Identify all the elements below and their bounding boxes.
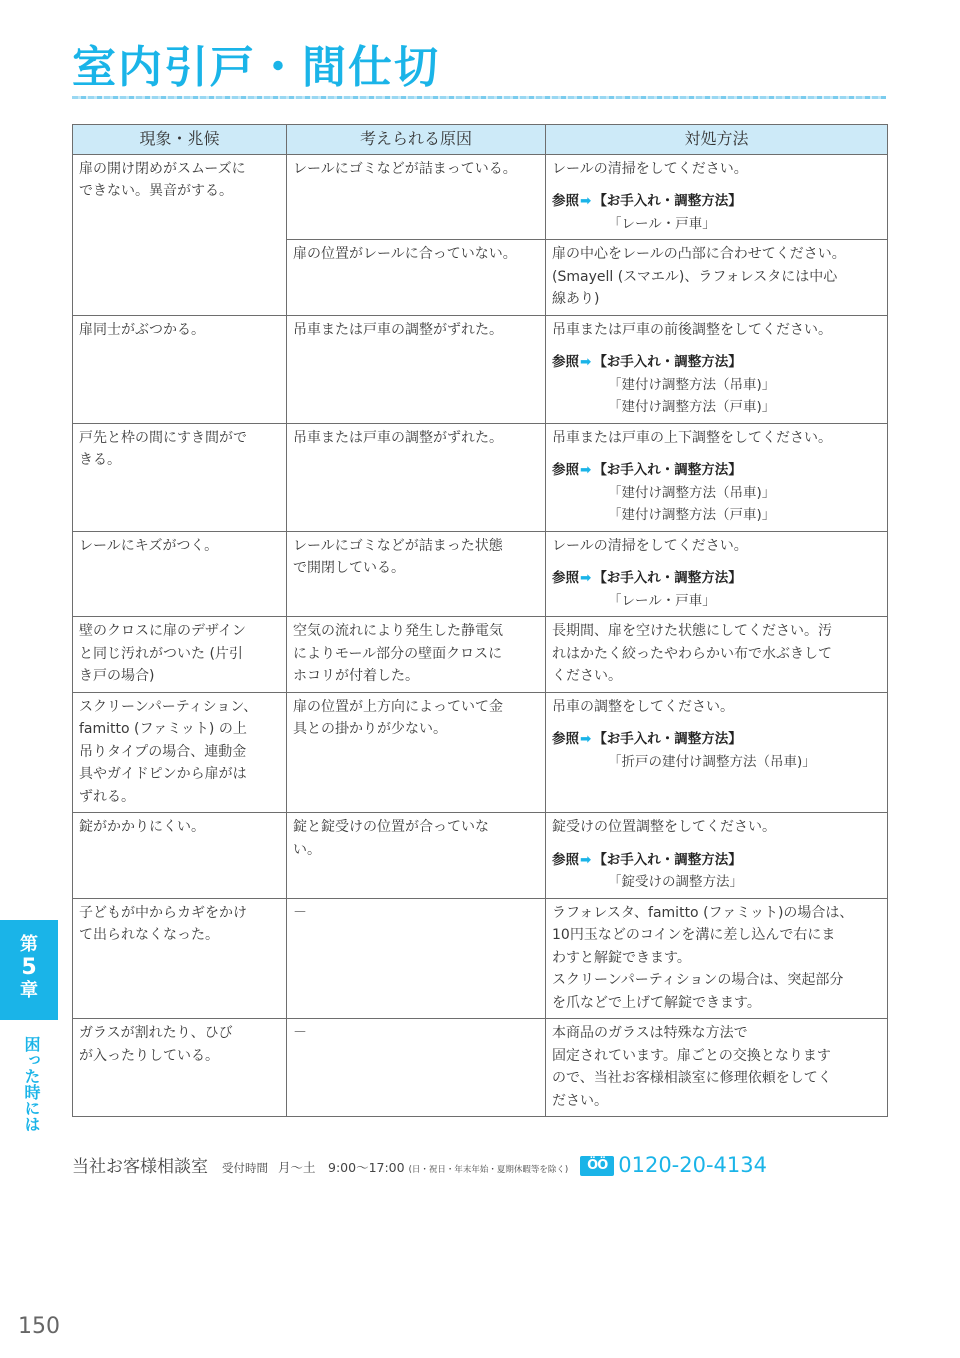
contact-org: 当社お客様相談室 xyxy=(72,1157,208,1177)
reference-item: 「建付け調整方法（吊車)」 xyxy=(608,484,776,501)
symptom-cell xyxy=(73,813,287,899)
symptom-text: き戸の場合) xyxy=(79,668,155,684)
symptom-cell xyxy=(73,315,287,423)
cause-cell xyxy=(287,531,546,617)
remedy-cell xyxy=(546,315,888,423)
symptom-text: famitto (ファミット) の上 xyxy=(79,721,247,737)
remedy-text: 吊車または戸車の上下調整をしてください。 xyxy=(552,429,832,446)
reference-heading xyxy=(552,351,881,374)
arrow-right-icon: ➡ xyxy=(580,462,592,478)
reference-heading xyxy=(552,728,881,751)
symptom-text: 具やガイドピンから扉がは xyxy=(79,766,247,782)
reference-block xyxy=(552,351,881,419)
reference-title: 【お手入れ・調整方法】 xyxy=(593,462,742,478)
symptom-text: て出られなくなった。 xyxy=(79,927,219,943)
reference-title: 【お手入れ・調整方法】 xyxy=(593,354,742,370)
hours-note: (日・祝日・年末年始・夏期休暇等を除く) xyxy=(408,1165,569,1175)
remedy-text: 吊車の調整をしてください。 xyxy=(552,698,734,715)
cause-text: い。 xyxy=(293,841,321,858)
symptom-text: 扉同士がぶつかる。 xyxy=(79,321,205,338)
table-row xyxy=(73,692,888,813)
reference-heading xyxy=(552,567,881,590)
remedy-cell xyxy=(546,692,888,813)
reference-label: 参照 xyxy=(552,731,579,747)
cause-text: － xyxy=(293,1025,307,1041)
remedy-text: レールの清掃をしてください。 xyxy=(552,160,748,177)
table-row xyxy=(73,423,888,531)
chapter-name: 困った時には xyxy=(22,1036,41,1132)
cause-cell xyxy=(287,617,546,693)
remedy-text: れはかたく絞ったやわらかい布で水ぶきして xyxy=(552,645,832,662)
reference-item: 「レール・戸車」 xyxy=(608,215,716,232)
arrow-right-icon: ➡ xyxy=(580,193,592,209)
symptom-text: できない。異音がする。 xyxy=(79,183,233,199)
reference-title: 【お手入れ・調整方法】 xyxy=(593,570,742,586)
table-row xyxy=(73,315,888,423)
symptom-text: ずれる。 xyxy=(79,788,135,805)
cause-text: 具との掛かりが少ない。 xyxy=(293,721,447,737)
symptom-text: ガラスが割れたり、ひび xyxy=(79,1025,233,1041)
reference-block xyxy=(552,567,881,612)
reference-block xyxy=(552,459,881,527)
reference-title: 【お手入れ・調整方法】 xyxy=(593,851,742,868)
remedy-text: ラフォレスタ、famitto (ファミット)の場合は、 xyxy=(552,904,854,921)
symptom-text: スクリーンパーティション、 xyxy=(79,698,258,715)
remedy-cell xyxy=(546,154,888,240)
reference-item: 「建付け調整方法（戸車)」 xyxy=(608,399,776,415)
cause-cell xyxy=(287,423,546,531)
troubleshooting-table xyxy=(72,124,888,1117)
chapter-tab xyxy=(0,920,58,1020)
remedy-text: レールの清掃をしてください。 xyxy=(552,537,748,554)
arrow-right-icon: ➡ xyxy=(580,851,592,868)
symptom-text: が入ったりしている。 xyxy=(79,1047,219,1064)
reference-label: 参照 xyxy=(552,354,579,370)
reference-label: 参照 xyxy=(552,851,579,868)
symptom-text: 子どもが中からカギをかけ xyxy=(79,904,247,921)
cause-cell xyxy=(287,1019,546,1117)
remedy-cell xyxy=(546,617,888,693)
remedy-text: ので、当社お客様相談室に修理依頼をしてく xyxy=(552,1070,832,1086)
symptom-text: 扉の開け閉めがスムーズに xyxy=(79,160,246,177)
cause-text: レールにゴミなどが詰まった状態 xyxy=(293,537,503,554)
remedy-text: ください。 xyxy=(552,668,622,684)
cause-text: ホコリが付着した。 xyxy=(293,668,419,684)
cause-text: － xyxy=(293,904,307,921)
remedy-cell xyxy=(546,531,888,617)
symptom-text: 吊りタイプの場合、連動金 xyxy=(79,743,247,760)
symptom-text: と同じ汚れがついた (片引 xyxy=(79,645,243,662)
symptom-text: きる。 xyxy=(79,452,121,468)
header-symptom: 現象・兆候 xyxy=(73,125,287,155)
cause-cell xyxy=(287,315,546,423)
table-header-row xyxy=(73,125,888,155)
cause-text: 吊車または戸車の調整がずれた。 xyxy=(293,321,503,338)
remedy-cell xyxy=(546,240,888,316)
remedy-cell xyxy=(546,423,888,531)
cause-text: で開閉している。 xyxy=(293,560,405,576)
cause-text: レールにゴミなどが詰まっている。 xyxy=(293,160,517,177)
cause-text: 吊車または戸車の調整がずれた。 xyxy=(293,429,503,446)
cause-text: によりモール部分の壁面クロスに xyxy=(293,645,503,662)
remedy-text: 長期間、扉を空けた状態にしてください。汚 xyxy=(552,623,832,639)
symptom-cell xyxy=(73,531,287,617)
reference-heading xyxy=(552,190,881,213)
remedy-text: (Smayell (スマエル)、ラフォレスタには中心 xyxy=(552,268,838,285)
reference-block xyxy=(552,849,881,894)
reference-label: 参照 xyxy=(552,193,579,209)
table-row xyxy=(73,1019,888,1117)
table-body xyxy=(73,154,888,1117)
hours-value: 月～土 9:00～17:00 xyxy=(278,1160,405,1175)
arrow-right-icon: ➡ xyxy=(580,354,592,370)
remedy-text: 10円玉などのコインを溝に差し込んで右にま xyxy=(552,927,836,943)
freedial-icon: ÖÖ xyxy=(580,1156,614,1176)
header-remedy: 対処方法 xyxy=(546,125,888,155)
reference-item: 「折戸の建付け調整方法（吊車)」 xyxy=(608,753,816,770)
remedy-cell xyxy=(546,898,888,1019)
symptom-text: 壁のクロスに扉のデザイン xyxy=(79,623,247,639)
table-row xyxy=(73,154,888,240)
remedy-text: スクリーンパーティションの場合は、突起部分 xyxy=(552,972,844,988)
reference-item: 「錠受けの調整方法」 xyxy=(608,874,743,890)
hours-label: 受付時間 xyxy=(222,1161,268,1175)
reference-title: 【お手入れ・調整方法】 xyxy=(593,731,742,747)
reference-heading xyxy=(552,459,881,482)
reference-label: 参照 xyxy=(552,462,579,478)
cause-text: 錠と錠受けの位置が合っていな xyxy=(293,819,489,835)
arrow-right-icon: ➡ xyxy=(580,570,592,586)
title-underline xyxy=(72,96,886,99)
symptom-text: 錠がかかりにくい。 xyxy=(79,819,205,835)
symptom-cell xyxy=(73,692,287,813)
reference-item: 「レール・戸車」 xyxy=(608,592,716,609)
reference-title: 【お手入れ・調整方法】 xyxy=(593,193,742,209)
cause-cell xyxy=(287,692,546,813)
remedy-text: 線あり) xyxy=(552,291,600,307)
table-row xyxy=(73,531,888,617)
symptom-text: 戸先と枠の間にすき間がで xyxy=(79,429,247,446)
cause-cell xyxy=(287,154,546,240)
chapter-prefix: 第 xyxy=(20,934,38,955)
chapter-suffix: 章 xyxy=(20,980,38,1001)
page-title: 室内引戸・間仕切 xyxy=(72,42,440,93)
cause-cell xyxy=(287,813,546,899)
reference-label: 参照 xyxy=(552,570,579,586)
page-number: 150 xyxy=(18,1314,60,1339)
symptom-cell xyxy=(73,154,287,315)
cause-text: 扉の位置が上方向によっていて金 xyxy=(293,698,503,715)
reference-heading xyxy=(552,849,881,872)
phone-number: 0120-20-4134 xyxy=(618,1153,767,1177)
cause-cell xyxy=(287,240,546,316)
remedy-text: を爪などで上げて解錠できます。 xyxy=(552,994,761,1011)
cause-cell xyxy=(287,898,546,1019)
remedy-text: 吊車または戸車の前後調整をしてください。 xyxy=(552,321,832,338)
contact-info xyxy=(72,1152,767,1180)
remedy-cell xyxy=(546,1019,888,1117)
remedy-text: ださい。 xyxy=(552,1092,608,1109)
remedy-text: 扉の中心をレールの凸部に合わせてください。 xyxy=(552,246,846,262)
symptom-text: レールにキズがつく。 xyxy=(79,537,219,554)
chapter-number: 5 xyxy=(21,955,37,980)
cause-text: 空気の流れにより発生した静電気 xyxy=(293,623,503,639)
symptom-cell xyxy=(73,1019,287,1117)
remedy-text: 本商品のガラスは特殊な方法で xyxy=(552,1025,748,1041)
reference-block xyxy=(552,190,881,235)
remedy-text: 固定されています。扉ごとの交換となります xyxy=(552,1047,831,1064)
reference-block xyxy=(552,728,881,773)
table-row xyxy=(73,617,888,693)
reference-item: 「建付け調整方法（吊車)」 xyxy=(608,376,776,393)
remedy-text: 錠受けの位置調整をしてください。 xyxy=(552,819,776,835)
symptom-cell xyxy=(73,423,287,531)
arrow-right-icon: ➡ xyxy=(580,731,592,747)
table-row xyxy=(73,813,888,899)
remedy-text: わすと解錠できます。 xyxy=(552,949,691,966)
remedy-cell xyxy=(546,813,888,899)
table-row xyxy=(73,898,888,1019)
header-cause: 考えられる原因 xyxy=(287,125,546,155)
symptom-cell xyxy=(73,617,287,693)
reference-item: 「建付け調整方法（戸車)」 xyxy=(608,507,776,523)
cause-text: 扉の位置がレールに合っていない。 xyxy=(293,246,517,262)
symptom-cell xyxy=(73,898,287,1019)
